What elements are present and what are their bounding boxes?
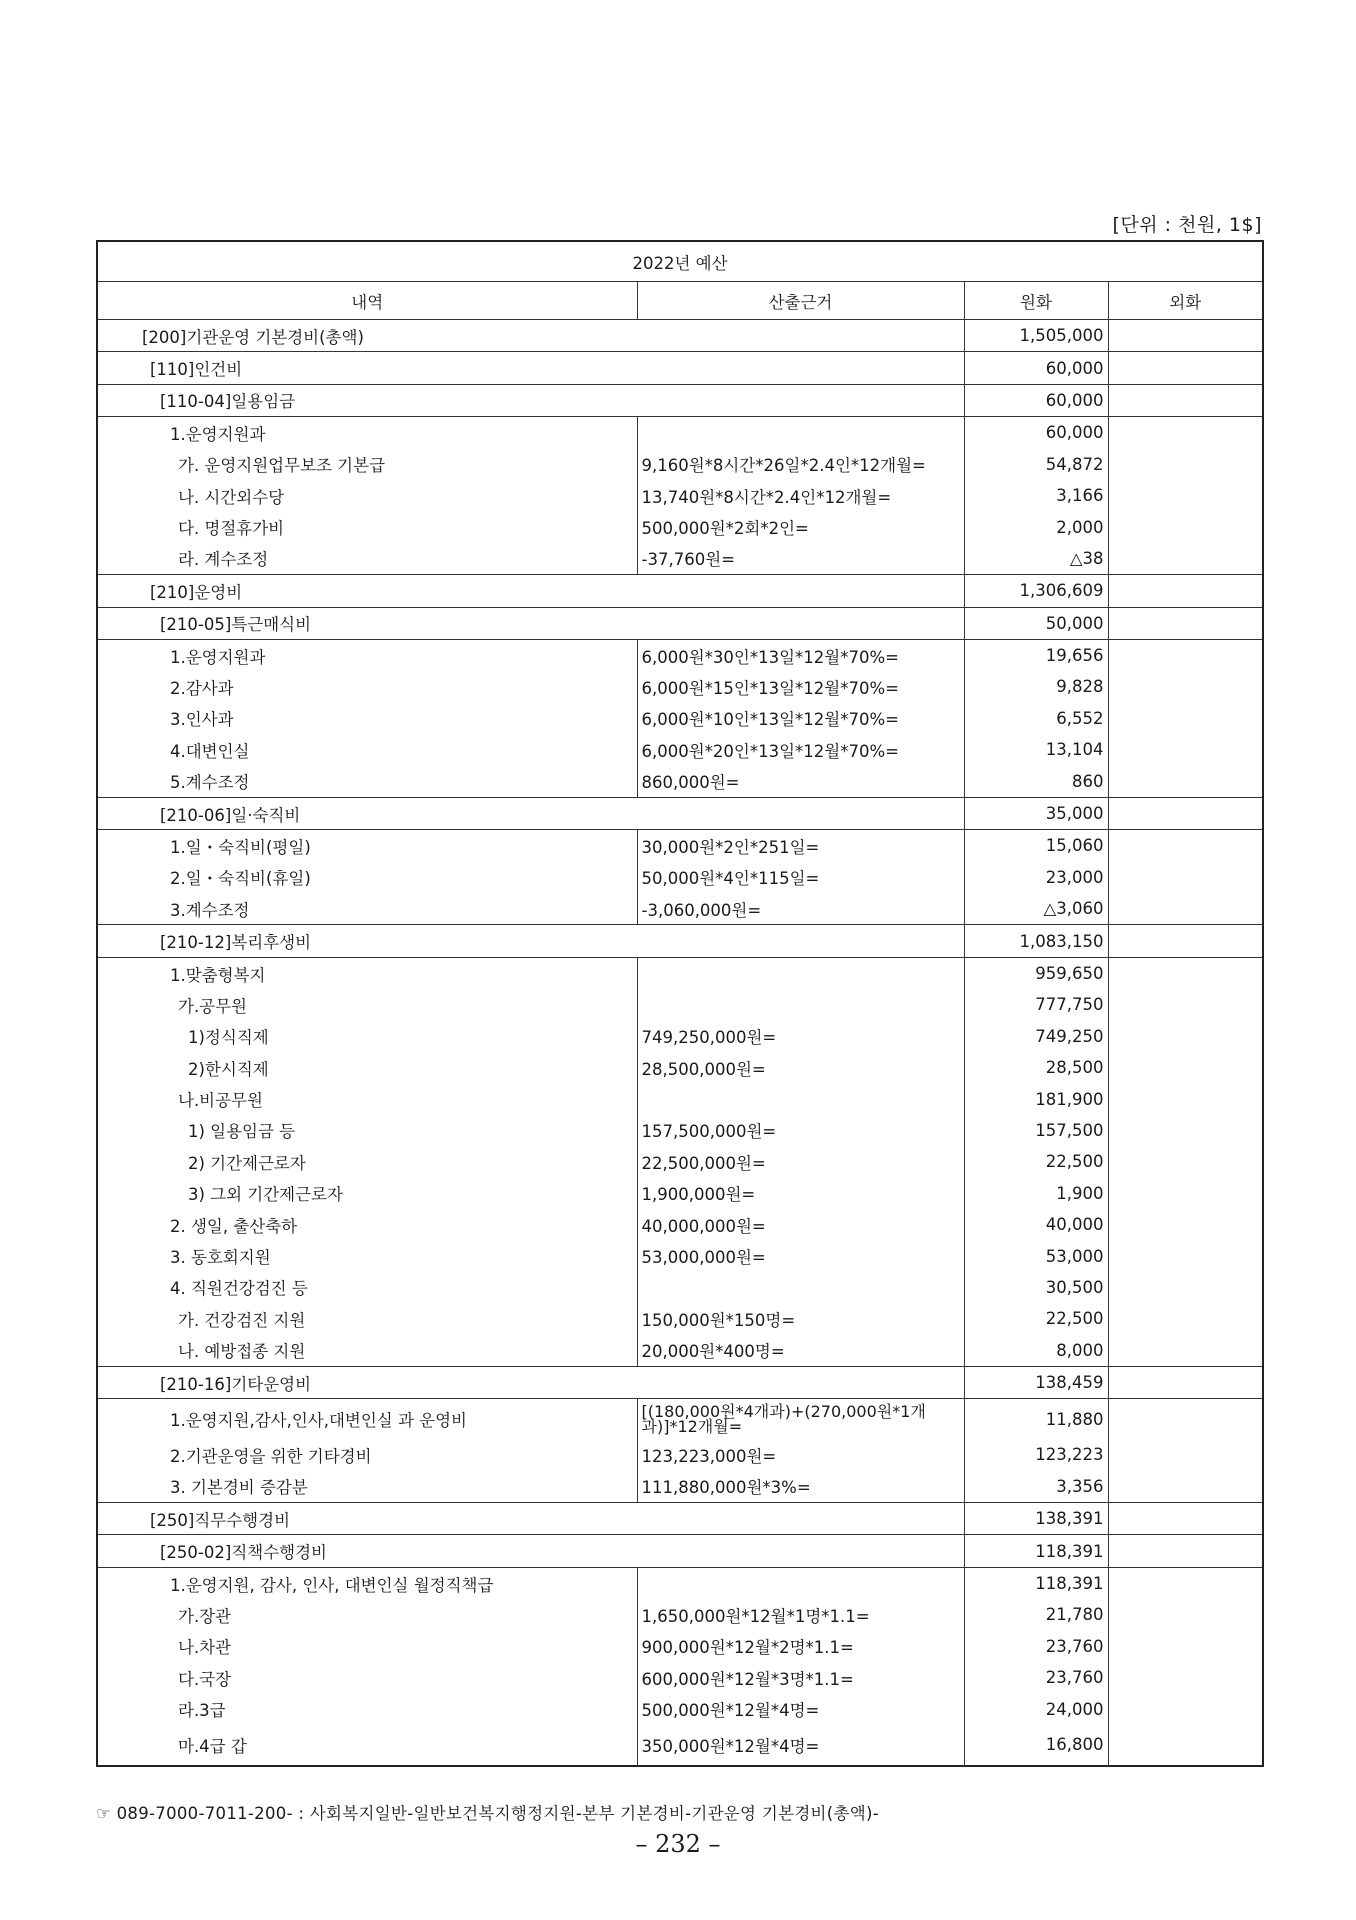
- row-fx: [1108, 1535, 1263, 1567]
- row-item: [210-16]기타운영비: [97, 1366, 964, 1398]
- row-item: 나.비공무원: [97, 1083, 637, 1114]
- row-basis: 860,000원=: [637, 765, 964, 797]
- row-fx: [1108, 989, 1263, 1020]
- row-krw: 138,459: [964, 1366, 1108, 1398]
- unit-label: [단위 : 천원, 1$]: [1112, 214, 1262, 236]
- row-krw: 23,760: [964, 1631, 1108, 1662]
- col-header-krw: 원화: [964, 282, 1108, 320]
- row-fx: [1108, 765, 1263, 797]
- row-krw: 959,650: [964, 957, 1108, 989]
- row-fx: [1108, 893, 1263, 925]
- table-row: [97, 734, 1263, 765]
- table-row: [97, 480, 1263, 511]
- table-row: [97, 1599, 1263, 1630]
- page-number: – 232 –: [635, 1830, 721, 1858]
- row-fx: [1108, 1115, 1263, 1146]
- row-krw: 40,000: [964, 1209, 1108, 1240]
- table-row: [97, 384, 1263, 416]
- budget-table: [96, 240, 1264, 1767]
- row-fx: [1108, 671, 1263, 702]
- row-krw: 1,505,000: [964, 320, 1108, 352]
- row-krw: 8,000: [964, 1335, 1108, 1367]
- row-item: [250-02]직책수행경비: [97, 1535, 964, 1567]
- row-item: 2)한시직제: [97, 1052, 637, 1083]
- row-item: 가.장관: [97, 1599, 637, 1630]
- row-basis: [(180,000원*4개과)+(270,000원*1개과)]*12개월=: [637, 1399, 964, 1440]
- row-krw: 1,900: [964, 1178, 1108, 1209]
- row-basis: 13,740원*8시간*2.4인*12개월=: [637, 480, 964, 511]
- row-krw: 777,750: [964, 989, 1108, 1020]
- row-basis: 749,250,000원=: [637, 1021, 964, 1052]
- row-basis: [637, 989, 964, 1020]
- table-row: [97, 765, 1263, 797]
- table-row: [97, 1052, 1263, 1083]
- row-fx: [1108, 1693, 1263, 1724]
- row-item: [210]운영비: [97, 575, 964, 607]
- row-item: [110-04]일용임금: [97, 384, 964, 416]
- table-row: [97, 830, 1263, 862]
- row-item: 나. 예방접종 지원: [97, 1335, 637, 1367]
- row-item: 1.운영지원과: [97, 639, 637, 671]
- table-row: [97, 320, 1263, 352]
- row-basis: 22,500,000원=: [637, 1146, 964, 1177]
- table-row: [97, 639, 1263, 671]
- row-krw: 3,356: [964, 1471, 1108, 1503]
- row-fx: [1108, 957, 1263, 989]
- row-fx: [1108, 511, 1263, 542]
- row-basis: 1,900,000원=: [637, 1178, 964, 1209]
- table-row: [97, 607, 1263, 639]
- row-krw: 118,391: [964, 1567, 1108, 1599]
- row-item: [210-12]복리후생비: [97, 925, 964, 957]
- row-fx: [1108, 1335, 1263, 1367]
- table-row: [97, 957, 1263, 989]
- row-item: 3. 기본경비 증감분: [97, 1471, 637, 1503]
- row-fx: [1108, 862, 1263, 893]
- row-item: 나.차관: [97, 1631, 637, 1662]
- row-krw: 123,223: [964, 1439, 1108, 1470]
- table-row: [97, 1021, 1263, 1052]
- row-item: 라.3급: [97, 1693, 637, 1724]
- row-basis: 28,500,000원=: [637, 1052, 964, 1083]
- row-item: 가. 건강검진 지원: [97, 1303, 637, 1334]
- row-krw: 138,391: [964, 1503, 1108, 1535]
- row-fx: [1108, 703, 1263, 734]
- row-item: 1.일・숙직비(평일): [97, 830, 637, 862]
- row-fx: [1108, 607, 1263, 639]
- row-basis: 30,000원*2인*251일=: [637, 830, 964, 862]
- row-item: 2. 생일, 출산축하: [97, 1209, 637, 1240]
- table-row: [97, 1272, 1263, 1303]
- table-row: [97, 989, 1263, 1020]
- row-fx: [1108, 1599, 1263, 1630]
- col-header-fx: 외화: [1108, 282, 1263, 320]
- table-row: [97, 417, 1263, 449]
- row-basis: -3,060,000원=: [637, 893, 964, 925]
- table-row: [97, 703, 1263, 734]
- table-row: [97, 1178, 1263, 1209]
- row-krw: 35,000: [964, 797, 1108, 829]
- row-krw: 11,880: [964, 1399, 1108, 1440]
- row-basis: 6,000원*10인*13일*12월*70%=: [637, 703, 964, 734]
- row-fx: [1108, 1366, 1263, 1398]
- row-item: 다. 명절휴가비: [97, 511, 637, 542]
- row-basis: [637, 957, 964, 989]
- row-basis: [637, 1272, 964, 1303]
- row-item: 2.기관운영을 위한 기타경비: [97, 1439, 637, 1470]
- row-fx: [1108, 925, 1263, 957]
- row-fx: [1108, 1052, 1263, 1083]
- table-row: [97, 1471, 1263, 1503]
- year-header: 2022년 예산: [97, 241, 1263, 282]
- row-krw: 19,656: [964, 639, 1108, 671]
- row-item: [210-05]특근매식비: [97, 607, 964, 639]
- row-item: 2) 기간제근로자: [97, 1146, 637, 1177]
- row-krw: 6,552: [964, 703, 1108, 734]
- row-krw: 2,000: [964, 511, 1108, 542]
- row-item: 마.4급 갑: [97, 1725, 637, 1766]
- row-krw: 1,306,609: [964, 575, 1108, 607]
- row-basis: 350,000원*12월*4명=: [637, 1725, 964, 1766]
- row-item: 4.대변인실: [97, 734, 637, 765]
- footer-note: ☞ 089-7000-7011-200- : 사회복지일반-일반보건복지행정지원-본부 기본경비-기관운영 기본경비(총액)-: [96, 1804, 879, 1823]
- row-fx: [1108, 543, 1263, 575]
- table-row: [97, 1115, 1263, 1146]
- row-krw: 60,000: [964, 384, 1108, 416]
- row-item: 다.국장: [97, 1662, 637, 1693]
- row-krw: 23,760: [964, 1662, 1108, 1693]
- row-fx: [1108, 1209, 1263, 1240]
- row-basis: -37,760원=: [637, 543, 964, 575]
- row-item: 3. 동호회지원: [97, 1240, 637, 1271]
- row-item: 1.운영지원,감사,인사,대변인실 과 운영비: [97, 1399, 637, 1440]
- row-krw: 860: [964, 765, 1108, 797]
- row-item: 2.일・숙직비(휴일): [97, 862, 637, 893]
- row-krw: 21,780: [964, 1599, 1108, 1630]
- row-basis: 9,160원*8시간*26일*2.4인*12개월=: [637, 449, 964, 480]
- row-basis: 157,500,000원=: [637, 1115, 964, 1146]
- row-item: 3) 그외 기간제근로자: [97, 1178, 637, 1209]
- row-item: [250]직무수행경비: [97, 1503, 964, 1535]
- row-item: [210-06]일·숙직비: [97, 797, 964, 829]
- table-row: [97, 543, 1263, 575]
- row-basis: 600,000원*12월*3명*1.1=: [637, 1662, 964, 1693]
- row-fx: [1108, 1083, 1263, 1114]
- row-krw: 50,000: [964, 607, 1108, 639]
- row-basis: 500,000원*12월*4명=: [637, 1693, 964, 1724]
- row-basis: [637, 1083, 964, 1114]
- row-fx: [1108, 1439, 1263, 1470]
- table-row: [97, 511, 1263, 542]
- row-fx: [1108, 1725, 1263, 1766]
- row-krw: 157,500: [964, 1115, 1108, 1146]
- row-krw: 60,000: [964, 352, 1108, 384]
- row-fx: [1108, 449, 1263, 480]
- row-item: 1.맞춤형복지: [97, 957, 637, 989]
- row-item: 1.운영지원과: [97, 417, 637, 449]
- row-krw: 15,060: [964, 830, 1108, 862]
- row-basis: 111,880,000원*3%=: [637, 1471, 964, 1503]
- table-row: [97, 1209, 1263, 1240]
- table-row: [97, 575, 1263, 607]
- row-item: 나. 시간외수당: [97, 480, 637, 511]
- row-krw: △38: [964, 543, 1108, 575]
- table-row: [97, 1366, 1263, 1398]
- row-basis: 1,650,000원*12월*1명*1.1=: [637, 1599, 964, 1630]
- table-row: [97, 1503, 1263, 1535]
- row-item: 가.공무원: [97, 989, 637, 1020]
- row-krw: 3,166: [964, 480, 1108, 511]
- row-item: 3.계수조정: [97, 893, 637, 925]
- row-basis: 900,000원*12월*2명*1.1=: [637, 1631, 964, 1662]
- table-row: [97, 352, 1263, 384]
- year-header-row: [97, 241, 1263, 282]
- row-fx: [1108, 639, 1263, 671]
- row-krw: 23,000: [964, 862, 1108, 893]
- row-item: 1) 일용임금 등: [97, 1115, 637, 1146]
- row-basis: 6,000원*15인*13일*12월*70%=: [637, 671, 964, 702]
- row-krw: 9,828: [964, 671, 1108, 702]
- row-krw: 22,500: [964, 1146, 1108, 1177]
- row-basis: 50,000원*4인*115일=: [637, 862, 964, 893]
- row-fx: [1108, 1399, 1263, 1440]
- row-krw: 60,000: [964, 417, 1108, 449]
- budget-rows: [97, 320, 1263, 1766]
- row-item: 1.운영지원, 감사, 인사, 대변인실 월정직책급: [97, 1567, 637, 1599]
- row-krw: 181,900: [964, 1083, 1108, 1114]
- row-item: [110]인건비: [97, 352, 964, 384]
- row-fx: [1108, 384, 1263, 416]
- table-row: [97, 1240, 1263, 1271]
- row-fx: [1108, 1272, 1263, 1303]
- table-row: [97, 1693, 1263, 1724]
- table-row: [97, 1439, 1263, 1470]
- row-fx: [1108, 734, 1263, 765]
- row-basis: [637, 1567, 964, 1599]
- row-fx: [1108, 1567, 1263, 1599]
- row-fx: [1108, 1631, 1263, 1662]
- row-basis: 500,000원*2회*2인=: [637, 511, 964, 542]
- row-fx: [1108, 1662, 1263, 1693]
- row-item: 4. 직원건강검진 등: [97, 1272, 637, 1303]
- row-basis: 6,000원*30인*13일*12월*70%=: [637, 639, 964, 671]
- table-row: [97, 1303, 1263, 1334]
- row-fx: [1108, 1021, 1263, 1052]
- row-fx: [1108, 1471, 1263, 1503]
- table-row: [97, 1146, 1263, 1177]
- row-krw: 24,000: [964, 1693, 1108, 1724]
- row-fx: [1108, 1503, 1263, 1535]
- table-row: [97, 1399, 1263, 1440]
- row-item: 1)정식직제: [97, 1021, 637, 1052]
- row-krw: 749,250: [964, 1021, 1108, 1052]
- row-fx: [1108, 417, 1263, 449]
- table-row: [97, 1662, 1263, 1693]
- table-row: [97, 862, 1263, 893]
- row-basis: [637, 417, 964, 449]
- row-basis: 150,000원*150명=: [637, 1303, 964, 1334]
- row-basis: 20,000원*400명=: [637, 1335, 964, 1367]
- row-krw: △3,060: [964, 893, 1108, 925]
- row-fx: [1108, 797, 1263, 829]
- row-basis: 40,000,000원=: [637, 1209, 964, 1240]
- row-basis: 123,223,000원=: [637, 1439, 964, 1470]
- table-row: [97, 1335, 1263, 1367]
- row-fx: [1108, 352, 1263, 384]
- row-fx: [1108, 480, 1263, 511]
- row-fx: [1108, 830, 1263, 862]
- row-fx: [1108, 1240, 1263, 1271]
- row-krw: 28,500: [964, 1052, 1108, 1083]
- row-krw: 54,872: [964, 449, 1108, 480]
- row-item: 3.인사과: [97, 703, 637, 734]
- table-row: [97, 893, 1263, 925]
- table-row: [97, 449, 1263, 480]
- table-row: [97, 671, 1263, 702]
- row-basis: 6,000원*20인*13일*12월*70%=: [637, 734, 964, 765]
- col-header-item: 내역: [97, 282, 637, 320]
- table-row: [97, 1567, 1263, 1599]
- table-row: [97, 925, 1263, 957]
- row-krw: 53,000: [964, 1240, 1108, 1271]
- row-krw: 13,104: [964, 734, 1108, 765]
- row-item: [200]기관운영 기본경비(총액): [97, 320, 964, 352]
- row-krw: 1,083,150: [964, 925, 1108, 957]
- row-basis: 53,000,000원=: [637, 1240, 964, 1271]
- table-row: [97, 797, 1263, 829]
- row-fx: [1108, 1146, 1263, 1177]
- row-krw: 16,800: [964, 1725, 1108, 1766]
- row-fx: [1108, 320, 1263, 352]
- table-row: [97, 1631, 1263, 1662]
- table-row: [97, 1535, 1263, 1567]
- row-krw: 22,500: [964, 1303, 1108, 1334]
- row-item: 5.계수조정: [97, 765, 637, 797]
- row-fx: [1108, 575, 1263, 607]
- column-header-row: [97, 282, 1263, 320]
- row-krw: 118,391: [964, 1535, 1108, 1567]
- row-item: 2.감사과: [97, 671, 637, 702]
- row-item: 라. 계수조정: [97, 543, 637, 575]
- table-row: [97, 1725, 1263, 1766]
- row-item: 가. 운영지원업무보조 기본급: [97, 449, 637, 480]
- col-header-basis: 산출근거: [637, 282, 964, 320]
- row-krw: 30,500: [964, 1272, 1108, 1303]
- row-fx: [1108, 1178, 1263, 1209]
- row-fx: [1108, 1303, 1263, 1334]
- table-row: [97, 1083, 1263, 1114]
